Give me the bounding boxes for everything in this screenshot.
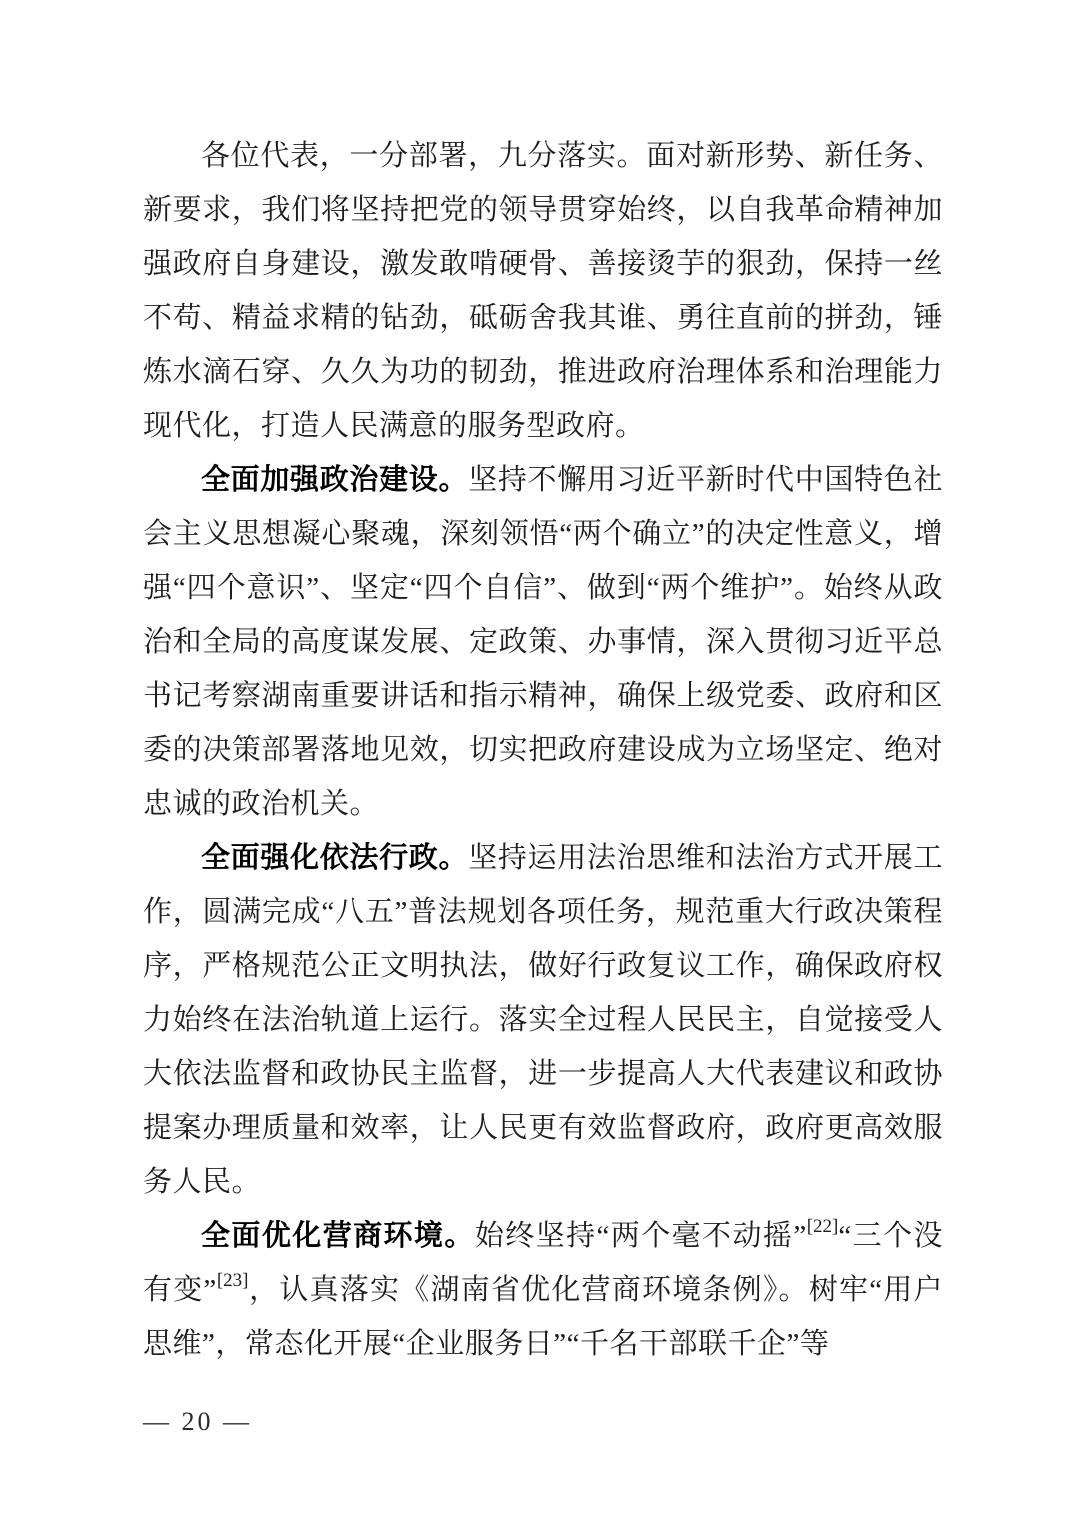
paragraph-intro bbox=[143, 129, 943, 453]
paragraph-text: ，认真落实《湖南省优化营商环境条例》。树牢“用户思维”，常态化开展“企业服务日”“千名干部联千企”等 bbox=[143, 1274, 944, 1360]
footnote-ref-23: [23] bbox=[216, 1270, 249, 1292]
page-footer bbox=[143, 1405, 252, 1439]
page-number: — 20 — bbox=[143, 1407, 252, 1436]
paragraph-law-based-administration bbox=[143, 831, 943, 1209]
footnote-ref-22: [22] bbox=[806, 1216, 839, 1238]
paragraph-text: 坚持不懈用习近平新时代中国特色社会主义思想凝心聚魂，深刻领悟“两个确立”的决定性意义，增强“四个意识”、坚定“四个自信”、做到“两个维护”。始终从政治和全局的高度谋发展、定政策、办事情，深入贯彻习近平总书记考察湖南重要讲话和指示精神，确保上级党委、政府和区委的决策部署落地见效，切实把政府建设成为立场坚定、绝对忠诚的政治机关。 bbox=[143, 464, 943, 820]
paragraph-text: 始终坚持“两个毫不动摇” bbox=[474, 1220, 807, 1252]
paragraph-lead: 全面优化营商环境。 bbox=[201, 1220, 475, 1252]
paragraph-lead: 全面加强政治建设。 bbox=[201, 464, 469, 496]
paragraph-political-construction bbox=[143, 453, 943, 831]
paragraph-lead: 全面强化依法行政。 bbox=[201, 842, 469, 874]
paragraph-text: 坚持运用法治思维和法治方式开展工作，圆满完成“八五”普法规划各项任务，规范重大行政决策程序，严格规范公正文明执法，做好行政复议工作，确保政府权力始终在法治轨道上运行。落实全过程人民民主，自觉接受人大依法监督和政协民主监督，进一步提高人大代表建议和政协提案办理质量和效率，让人民更有效监督政府，政府更高效服务人民。 bbox=[143, 842, 943, 1198]
document-body bbox=[143, 129, 943, 1371]
paragraph-business-environment bbox=[143, 1209, 943, 1371]
paragraph-text: 各位代表，一分部署，九分落实。面对新形势、新任务、新要求，我们将坚持把党的领导贯穿始终，以自我革命精神加强政府自身建设，激发敢啃硬骨、善接烫芋的狠劲，保持一丝不苟、精益求精的钻劲，砥砺舍我其谁、勇往直前的拼劲，锤炼水滴石穿、久久为功的韧劲，推进政府治理体系和治理能力现代化，打造人民满意的服务型政府。 bbox=[143, 140, 943, 442]
paragraph-text: “三个没有变” bbox=[143, 1220, 943, 1306]
